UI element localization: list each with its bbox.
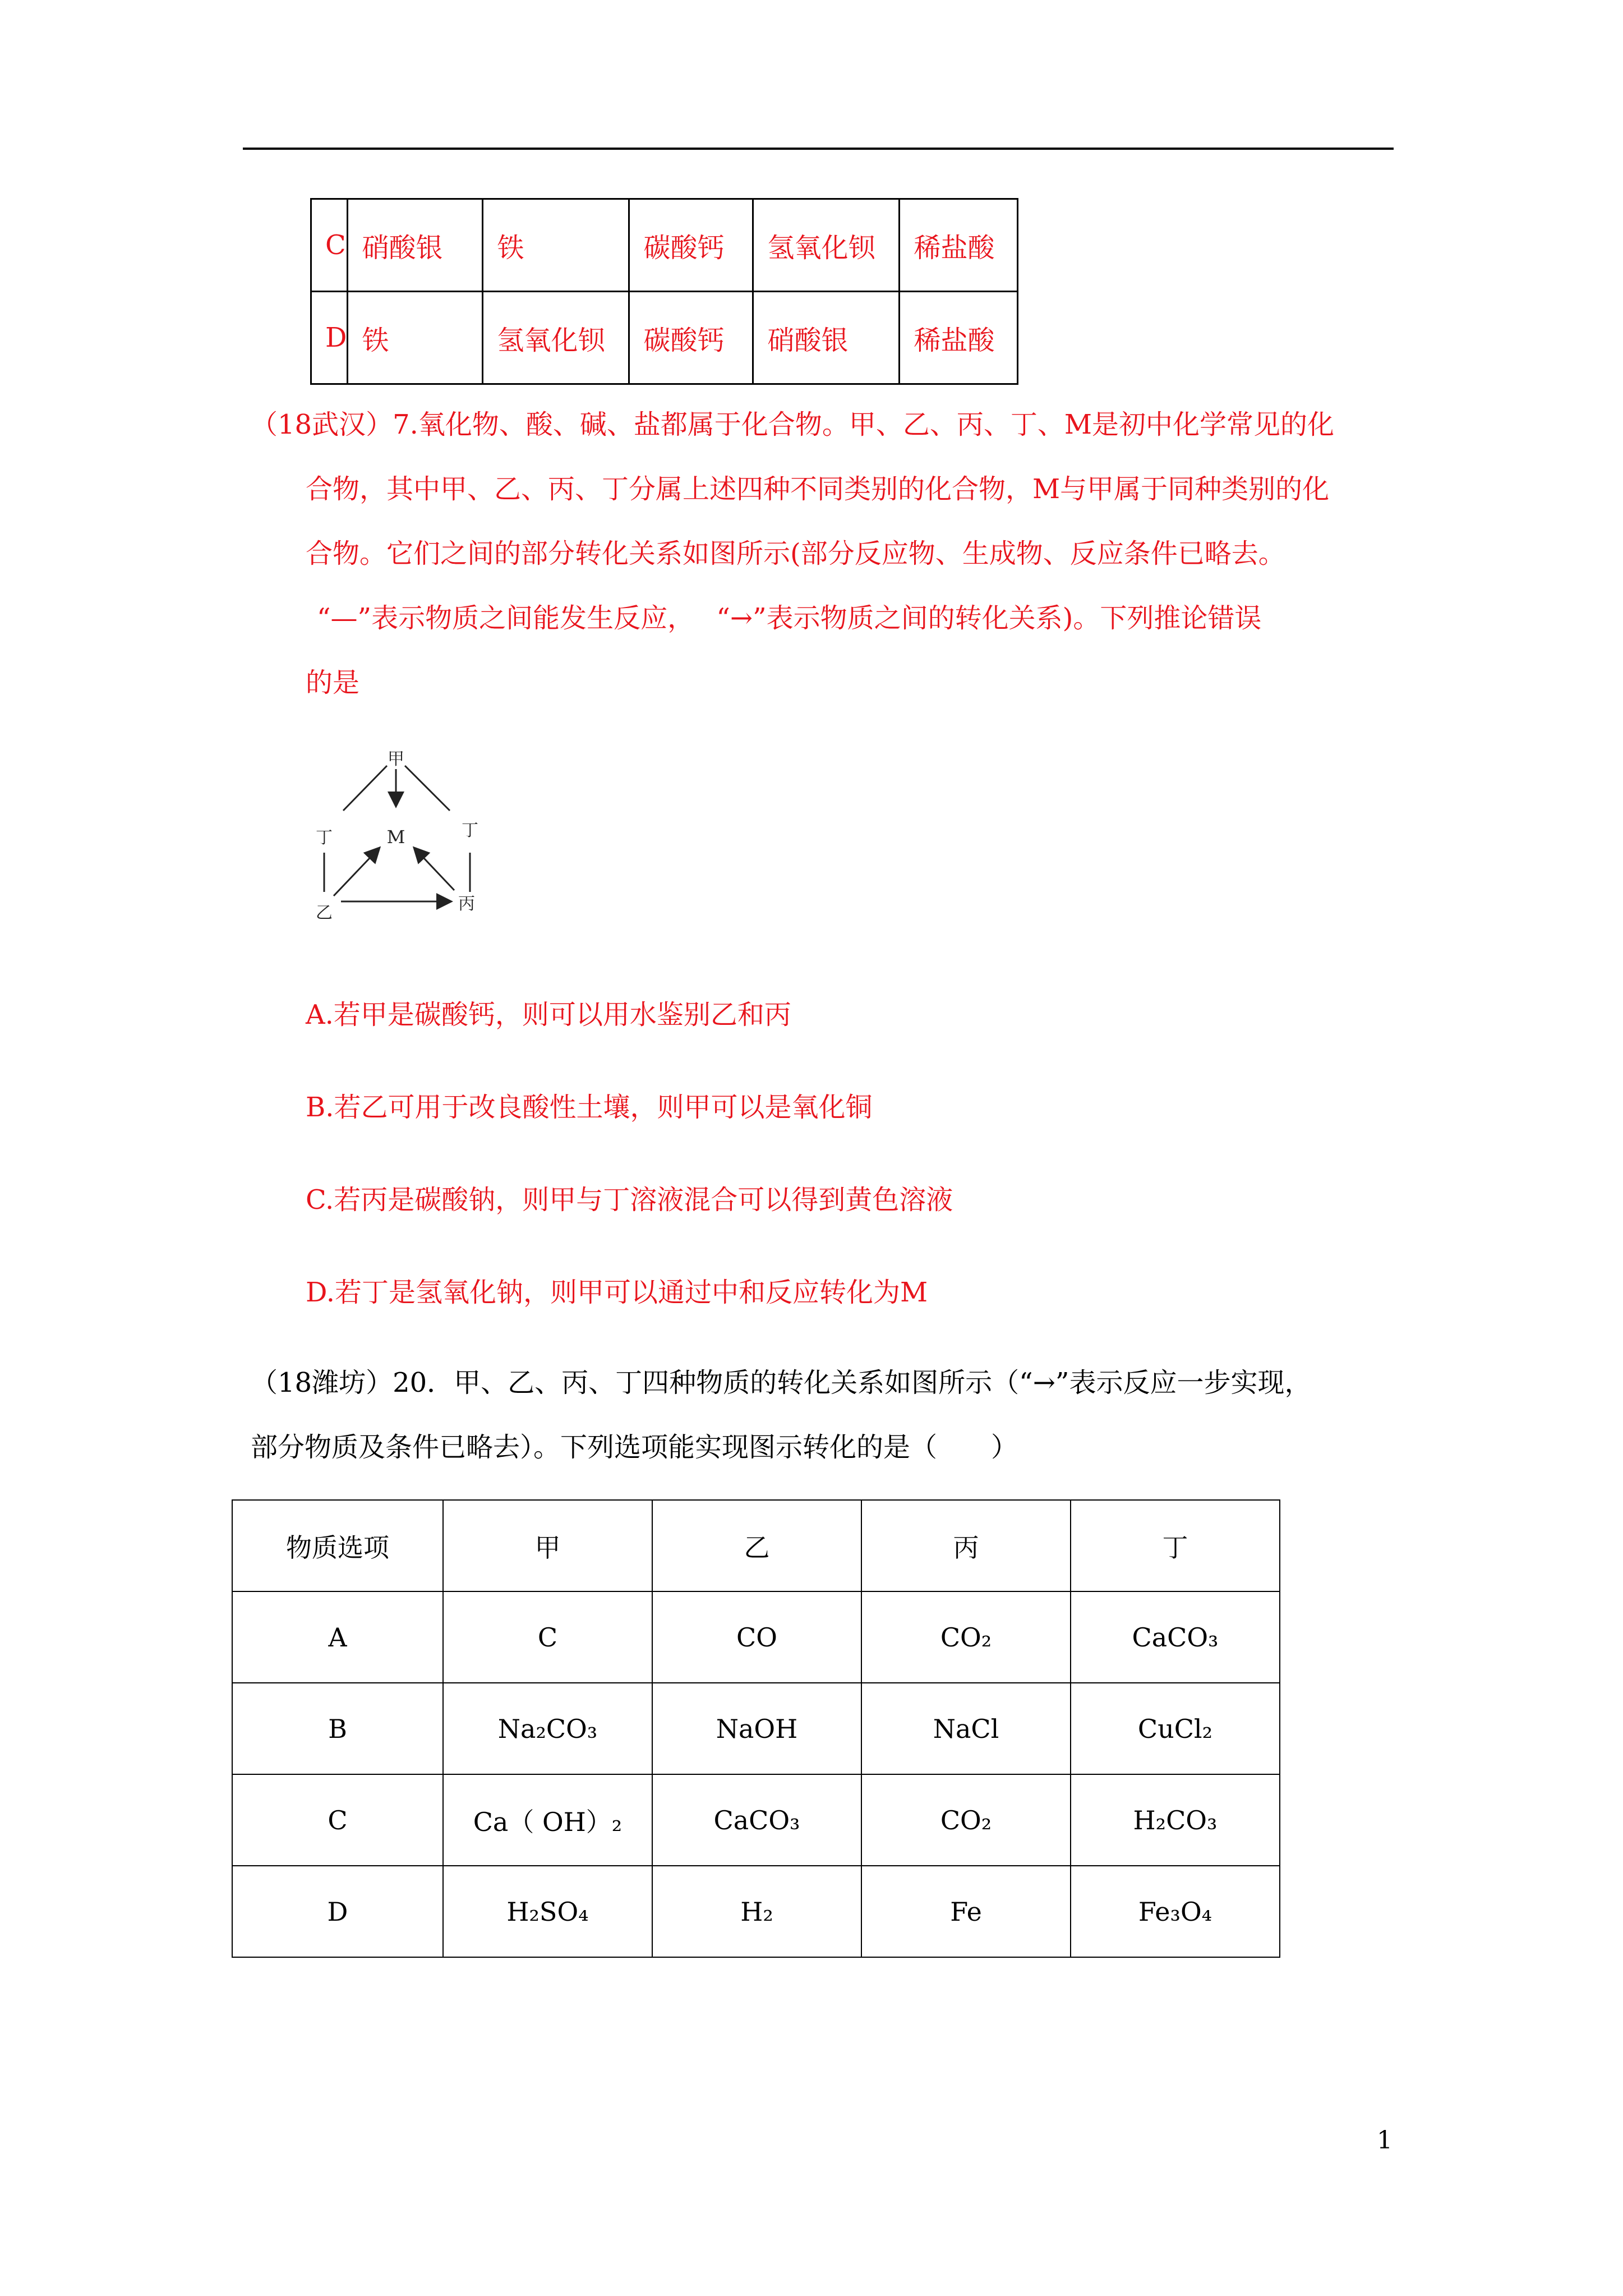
table-row [232, 1591, 1280, 1683]
page-number: 1 [1377, 2126, 1393, 2155]
node-ding-right: 丁 [462, 821, 478, 840]
conversion-diagram-svg [303, 749, 494, 928]
table-cell: CO₂ [861, 1591, 1071, 1683]
reaction-line [343, 766, 387, 811]
table-cell: B [232, 1683, 443, 1774]
option-c: C.若丙是碳酸钠，则甲与丁溶液混合可以得到黄色溶液 [306, 1184, 953, 1216]
table-cell: 铁 [348, 292, 483, 384]
table-cell: CuCl₂ [1071, 1683, 1280, 1774]
table-cell: 碳酸钙 [629, 199, 753, 292]
table-cell: C [311, 199, 348, 292]
table-cell: CO₂ [861, 1774, 1071, 1866]
question-text-line: 合物，其中甲、乙、丙、丁分属上述四种不同类别的化合物，M与甲属于同种类别的化 [306, 473, 1330, 505]
table-cell: Fe₃O₄ [1071, 1866, 1280, 1957]
node-jia: 甲 [388, 749, 404, 769]
conversion-diagram [303, 749, 494, 928]
table-cell: H₂SO₄ [443, 1866, 652, 1957]
table-row [311, 199, 1018, 292]
header-cell: 丙 [861, 1500, 1071, 1591]
table-row [232, 1683, 1280, 1774]
conversion-arrow [415, 849, 454, 890]
table-cell: H₂CO₃ [1071, 1774, 1280, 1866]
table-cell: H₂ [652, 1866, 861, 1957]
table-cell: Ca（ OH）₂ [443, 1774, 652, 1866]
header-cell: 物质选项 [232, 1500, 443, 1591]
table-cell: NaOH [652, 1683, 861, 1774]
table-cell: 碳酸钙 [629, 292, 753, 384]
question-text-line: 合物。它们之间的部分转化关系如图所示(部分反应物、生成物、反应条件已略去。 [306, 538, 1285, 569]
node-bing: 丙 [458, 894, 475, 914]
table-cell: NaCl [861, 1683, 1071, 1774]
table-cell: Fe [861, 1866, 1071, 1957]
node-m: M [386, 826, 405, 848]
table-cell: 氢氧化钡 [753, 199, 900, 292]
table-row [232, 1866, 1280, 1957]
option-d: D.若丁是氢氧化钠，则甲可以通过中和反应转化为M [306, 1277, 928, 1308]
option-b: B.若乙可用于改良酸性土壤，则甲可以是氧化铜 [306, 1092, 873, 1123]
question-7 [251, 393, 1395, 715]
table-cell: D [232, 1866, 443, 1957]
table-cell: 稀盐酸 [900, 199, 1018, 292]
table-cell: CO [652, 1591, 861, 1683]
question-text-line: （18潍坊）20．甲、乙、丙、丁四种物质的转化关系如图所示（“→”表示反应一步实现， [251, 1367, 1312, 1398]
table-cell: 铁 [483, 199, 629, 292]
table-cell: C [443, 1591, 652, 1683]
header-cell: 甲 [443, 1500, 652, 1591]
header-cell: 丁 [1071, 1500, 1280, 1591]
table-cell: D [311, 292, 348, 384]
table-cell: A [232, 1591, 443, 1683]
answer-table-continued [310, 198, 1018, 385]
table-cell: 硝酸银 [753, 292, 900, 384]
table-cell: CaCO₃ [652, 1774, 861, 1866]
table-cell: 硝酸银 [348, 199, 483, 292]
reaction-line [405, 766, 450, 811]
node-ding-left: 丁 [316, 828, 333, 848]
question-20 [251, 1351, 1406, 1480]
table-header-row [232, 1500, 1280, 1591]
table-row [232, 1774, 1280, 1866]
table-cell: Na₂CO₃ [443, 1683, 652, 1774]
node-yi: 乙 [316, 903, 333, 923]
table-cell: 稀盐酸 [900, 292, 1018, 384]
question-text-line: “—”表示物质之间能发生反应， “→”表示物质之间的转化关系)。下列推论错误 [317, 602, 1262, 634]
table-cell: C [232, 1774, 443, 1866]
option-a: A.若甲是碳酸钙，则可以用水鉴别乙和丙 [306, 999, 791, 1030]
header-cell: 乙 [652, 1500, 861, 1591]
options-table [232, 1499, 1280, 1958]
table-cell: CaCO₃ [1071, 1591, 1280, 1683]
question-text-line: 部分物质及条件已略去）。下列选项能实现图示转化的是（ ） [251, 1432, 1018, 1463]
header-rule [243, 148, 1394, 150]
question-text-line: （18武汉）7.氧化物、酸、碱、盐都属于化合物。甲、乙、丙、丁、M是初中化学常见的化 [251, 409, 1335, 440]
conversion-arrow [334, 849, 379, 896]
table-row [311, 292, 1018, 384]
question-text-line: 的是 [306, 667, 360, 698]
table-cell: 氢氧化钡 [483, 292, 629, 384]
